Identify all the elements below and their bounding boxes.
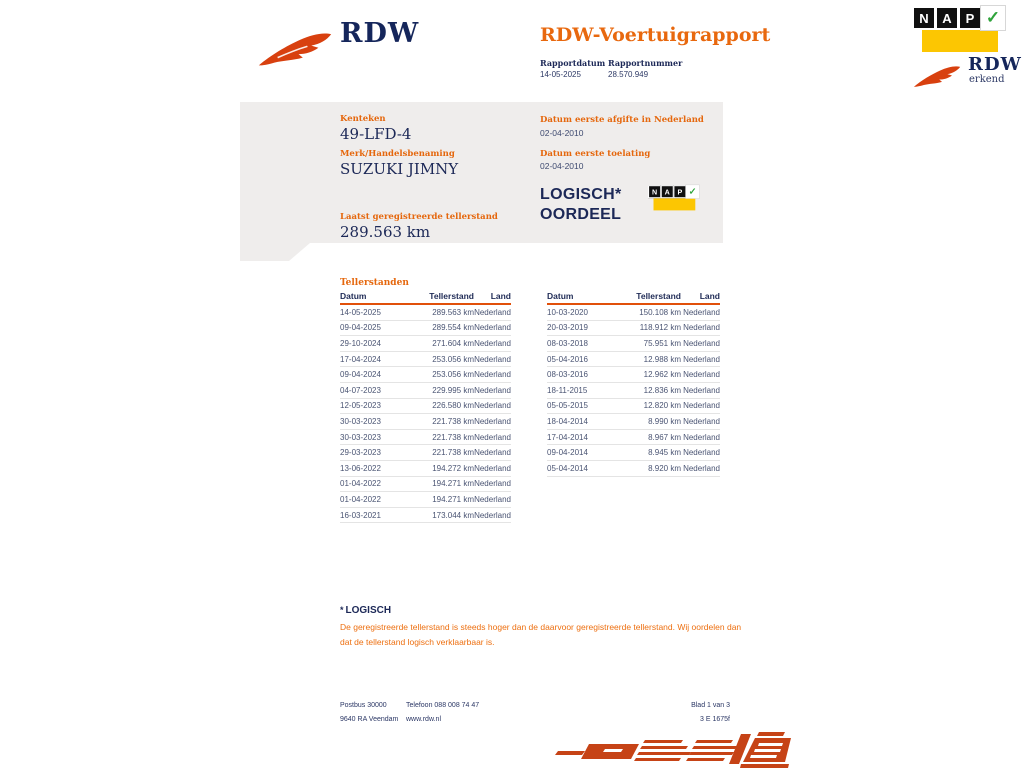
table-row [547,336,720,352]
table-cell: 09-04-2025 [340,323,381,333]
speed-lines-truck-graphic [545,732,791,768]
footer-address-line1: Postbus 30000 [340,702,387,709]
table-cell: 289.563 km [432,307,474,317]
table-cell: 04-07-2023 [340,385,381,395]
merk-value: SUZUKI JIMNY [340,160,459,178]
table-header-row [547,291,720,305]
rdw-erkend-text: RDW [968,54,1022,75]
table-cell: 18-11-2015 [547,385,588,395]
footer-page-indicator: Blad 1 van 3 [691,702,730,709]
table-header-row [340,291,511,305]
table-body [547,305,720,477]
merk-label: Merk/Handelsbenaming [340,149,455,159]
table-cell: 30-03-2023 [340,416,381,426]
col-header-land: Land [699,291,720,301]
table-cell: Nederland [474,307,511,317]
table-row [340,414,511,430]
table-row [340,336,511,352]
table-cell: 05-05-2015 [547,401,588,411]
table-row [340,492,511,508]
table-cell: 08-03-2018 [547,338,588,348]
table-cell: Nederland [474,463,511,473]
table-row [340,508,511,524]
verdict-text-line1: De geregistreerde tellerstand is steeds hoger dan de daarvoor geregistreerde tellerstand. Wij oordelen dan [340,622,742,632]
table-row [340,321,511,337]
footer-address-line2: 9640 RA Veendam [340,716,399,723]
table-cell: Nederland [474,448,511,458]
table-cell: Nederland [683,385,720,395]
brand-logo-text: RDW [340,18,420,49]
nap-logo-small [648,184,699,214]
col-header-datum: Datum [340,291,367,301]
table-cell: 12.820 km [643,401,681,411]
table-cell: Nederland [474,323,511,333]
table-cell: Nederland [683,463,720,473]
check-icon: ✓ [981,6,1005,30]
table-cell: 75.951 km [643,338,681,348]
table-cell: 221.738 km [432,416,474,426]
table-cell: Nederland [683,416,720,426]
report-number-value: 28.570.949 [608,70,649,79]
nap-letter-n: N [648,185,661,198]
table-row [340,352,511,368]
table-cell: 194.272 km [432,463,474,473]
table-row [547,445,720,461]
table-cell: 14-05-2025 [340,307,381,317]
table-cell: 173.044 km [432,510,474,520]
table-cell: 10-03-2020 [547,307,588,317]
nap-letter-p: P [673,185,686,198]
table-cell: Nederland [683,448,720,458]
table-cell: 17-04-2014 [547,432,588,442]
nap-letter-n: N [912,6,936,30]
verdict-text-line2: dat de tellerstand logisch verklaarbaar is. [340,637,495,647]
table-cell: 150.108 km [639,307,681,317]
report-date-label: Rapportdatum [540,58,606,68]
col-header-land: Land [490,291,511,301]
table-cell: Nederland [683,432,720,442]
table-row [340,305,511,321]
tellerstand-label: Laatst geregistreerde tellerstand [340,212,498,222]
table-row [340,445,511,461]
table-cell: Nederland [474,401,511,411]
table-cell: Nederland [683,401,720,411]
table-row [340,399,511,415]
tellerstanden-table-right [547,291,720,477]
table-cell: 8.967 km [648,432,681,442]
table-cell: 221.738 km [432,432,474,442]
table-row [547,414,720,430]
kenteken-value: 49-LFD-4 [340,125,412,143]
tellerstand-value: 289.563 km [340,223,431,241]
table-cell: 08-03-2016 [547,370,588,380]
table-row [340,367,511,383]
table-cell: Nederland [474,494,511,504]
table-cell: 253.056 km [432,354,474,364]
table-cell: Nederland [474,354,511,364]
table-cell: Nederland [474,479,511,489]
table-cell: Nederland [683,370,720,380]
table-cell: 271.604 km [432,338,474,348]
rdw-erkend-subtext: erkend [969,74,1005,85]
table-cell: Nederland [683,354,720,364]
table-cell: 221.738 km [432,448,474,458]
table-cell: Nederland [683,323,720,333]
table-cell: 8.920 km [648,463,681,473]
table-cell: Nederland [474,416,511,426]
table-cell: 05-04-2016 [547,354,588,364]
table-cell: 8.945 km [648,448,681,458]
report-number-label: Rapportnummer [608,58,683,68]
table-cell: Nederland [474,338,511,348]
col-header-tellerstand: Tellerstand [636,291,681,301]
verdict-heading [340,605,391,616]
table-cell: 229.995 km [432,385,474,395]
table-cell: 8.990 km [648,416,681,426]
nap-letter-a: A [661,185,674,198]
vehicle-summary-box [240,102,723,243]
table-cell: Nederland [474,385,511,395]
footer-website-link[interactable]: www.rdw.nl [406,716,442,723]
verdict-star: * [340,605,344,615]
table-cell: 01-04-2022 [340,494,381,504]
table-row [547,383,720,399]
table-cell: 289.554 km [432,323,474,333]
footer-form-code: 3 E 1675f [700,716,730,723]
oordeel-line1: LOGISCH* [540,186,622,203]
report-date-value: 14-05-2025 [540,70,581,79]
table-row [547,430,720,446]
table-cell: 12.988 km [643,354,681,364]
table-cell: 09-04-2024 [340,370,381,380]
table-cell: Nederland [474,510,511,520]
table-cell: 12.962 km [643,370,681,380]
footer-phone: Telefoon 088 008 74 47 [406,702,480,709]
table-cell: 13-06-2022 [340,463,381,473]
afgifte-label: Datum eerste afgifte in Nederland [540,115,704,125]
check-icon: ✓ [686,185,699,198]
verdict-heading-text: LOGISCH [345,605,392,616]
nap-letter-a: A [935,6,959,30]
table-row [547,352,720,368]
table-cell: 05-04-2014 [547,463,588,473]
table-cell: 29-03-2023 [340,448,381,458]
toelating-label: Datum eerste toelating [540,149,651,159]
table-cell: 12-05-2023 [340,401,381,411]
table-row [547,461,720,477]
table-cell: 16-03-2021 [340,510,381,520]
table-row [340,477,511,493]
table-body [340,305,511,523]
nap-logo [912,4,1004,58]
table-cell: 194.271 km [432,494,474,504]
table-row [547,367,720,383]
report-title: RDW-Voertuigrapport [540,24,771,46]
rdw-erkend-feather-icon [912,60,962,90]
table-row [340,430,511,446]
table-cell: 20-03-2019 [547,323,588,333]
toelating-value: 02-04-2010 [540,161,584,171]
table-cell: Nederland [474,432,511,442]
table-row [547,321,720,337]
table-cell: 12.836 km [643,385,681,395]
table-cell: 18-04-2014 [547,416,588,426]
tellerstanden-table-left [340,291,511,523]
table-row [340,461,511,477]
nap-letter-p: P [958,6,982,30]
table-cell: 253.056 km [432,370,474,380]
tellerstanden-title: Tellerstanden [340,278,409,288]
table-cell: Nederland [474,370,511,380]
oordeel-line2: OORDEEL [540,206,622,223]
rdw-feather-logo-icon [256,24,334,70]
table-cell: 17-04-2024 [340,354,381,364]
table-cell: 226.580 km [432,401,474,411]
afgifte-value: 02-04-2010 [540,128,584,138]
kenteken-label: Kenteken [340,114,386,124]
table-cell: 09-04-2014 [547,448,588,458]
table-row [547,399,720,415]
table-cell: 194.271 km [432,479,474,489]
table-cell: 29-10-2024 [340,338,381,348]
table-cell: Nederland [683,307,720,317]
table-cell: Nederland [683,338,720,348]
table-row [340,383,511,399]
col-header-tellerstand: Tellerstand [429,291,474,301]
col-header-datum: Datum [547,291,574,301]
table-cell: 118.912 km [639,323,681,333]
table-cell: 01-04-2022 [340,479,381,489]
table-row [547,305,720,321]
table-cell: 30-03-2023 [340,432,381,442]
